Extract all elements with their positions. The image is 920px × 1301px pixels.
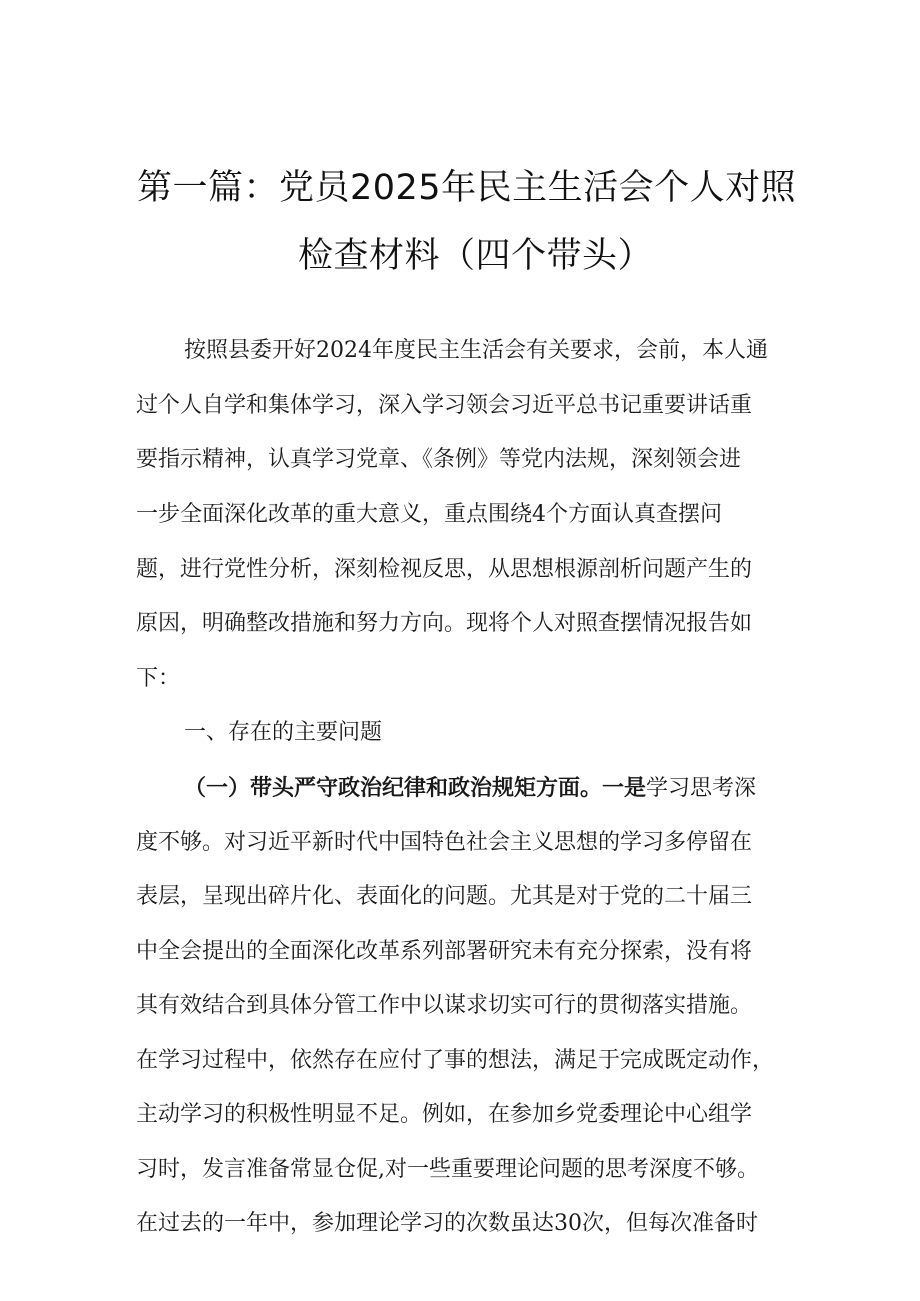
body-line-6: 主动学习的积极性明显不足。例如，在参加乡党委理论中心组学 <box>136 1102 753 1127</box>
intro-line-1: 按照县委开好2024年度民主生活会有关要求，会前，本人通 <box>184 338 768 363</box>
section-heading: 一、存在的主要问题 <box>184 720 383 745</box>
body-line-5: 在学习过程中，依然存在应付了事的想法，满足于完成既定动作， <box>136 1048 775 1073</box>
intro-line-7: 下： <box>136 666 181 691</box>
body-line-1: 度不够。对习近平新时代中国特色社会主义思想的学习多停留在 <box>136 830 753 855</box>
intro-line-2: 过个人自学和集体学习，深入学习领会习近平总书记重要讲话重 <box>136 393 753 418</box>
intro-line-6: 原因，明确整改措施和努力方向。现将个人对照查摆情况报告如 <box>136 611 753 636</box>
body-line-3: 中全会提出的全面深化改革系列部署研究未有充分探索，没有将 <box>136 939 753 964</box>
body-line-4: 其有效结合到具体分管工作中以谋求切实可行的贯彻落实措施。 <box>136 993 753 1018</box>
body-line-2: 表层，呈现出碎片化、表面化的问题。尤其是对于党的二十届三 <box>136 884 753 909</box>
intro-line-3: 要指示精神，认真学习党章、《条例》等党内法规，深刻领会进 <box>136 447 742 472</box>
intro-line-5: 题，进行党性分析，深刻检视反思，从思想根源剖析问题产生的 <box>136 557 753 582</box>
document-title-line-2: 检查材料（四个带头） <box>298 236 654 276</box>
subsection-first-line <box>184 777 756 800</box>
subsection-bold-lead: （一）带头严守政治纪律和政治规矩方面。一是 <box>184 775 647 801</box>
subsection-lead-rest: 学习思考深 <box>646 776 757 801</box>
intro-line-4: 一步全面深化改革的重大意义，重点围绕4个方面认真查摆问 <box>136 502 722 527</box>
body-line-7: 习时，发言准备常显仓促,对一些重要理论问题的思考深度不够。 <box>136 1157 759 1182</box>
document-title-line-1: 第一篇：党员2025年民主生活会个人对照 <box>137 168 797 208</box>
body-line-8: 在过去的一年中，参加理论学习的次数虽达30次，但每次准备时 <box>136 1211 758 1236</box>
